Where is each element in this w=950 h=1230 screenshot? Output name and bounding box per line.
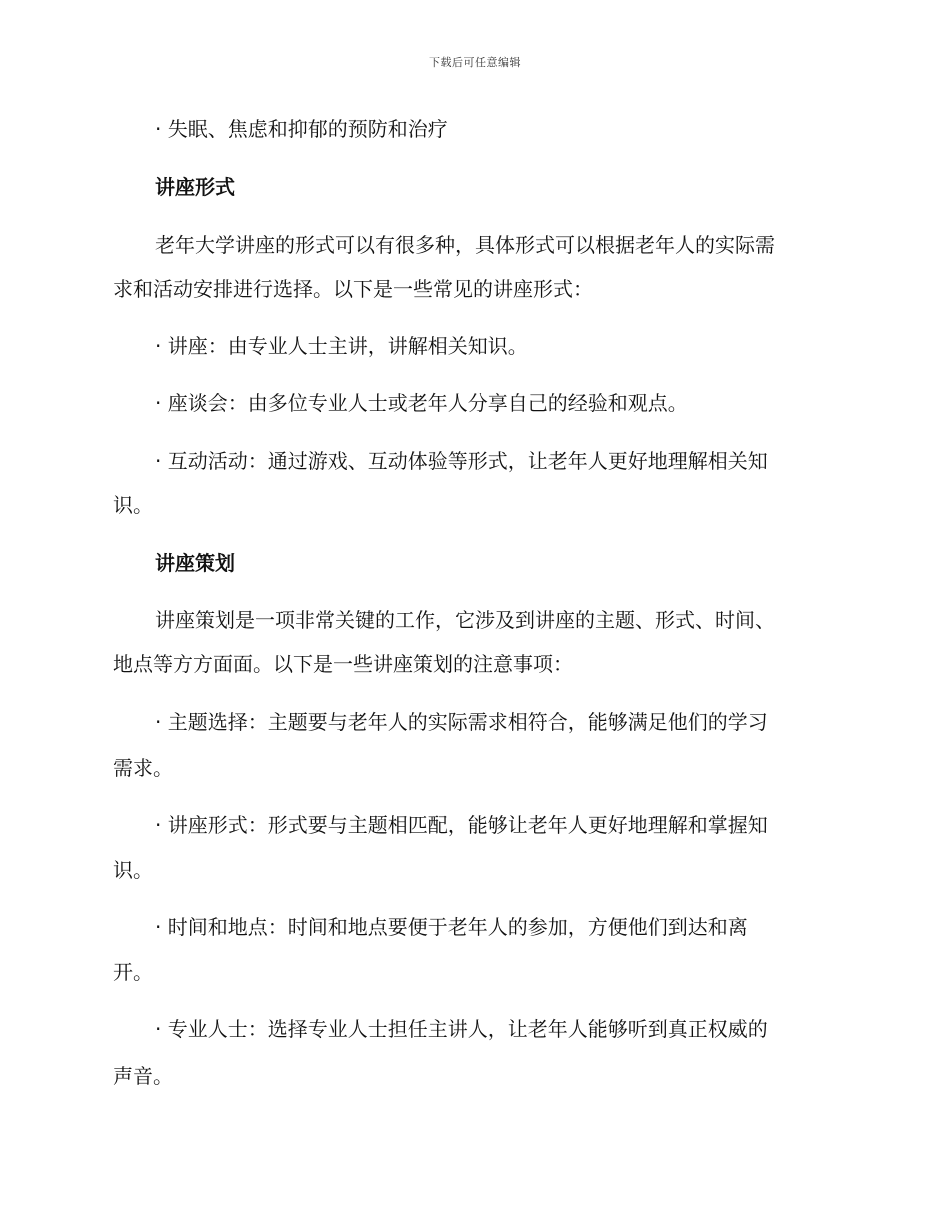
paragraph-format-line-2: 求和活动安排进行选择。以下是一些常见的讲座形式： (113, 277, 593, 301)
bullet-symposium: · 座谈会：由多位专业人士或老年人分享自己的经验和观点。 (155, 391, 688, 415)
paragraph-planning-line-2: 地点等方方面面。以下是一些讲座策划的注意事项： (113, 652, 573, 676)
section-heading-lecture-planning: 讲座策划 (155, 551, 235, 575)
bullet-form-line-1: · 讲座形式：形式要与主题相匹配，能够让老年人更好地理解和掌握知 (155, 813, 768, 837)
paragraph-planning-line-1: 讲座策划是一项非常关键的工作，它涉及到讲座的主题、形式、时间、 (155, 608, 775, 632)
page-header: 下载后可任意编辑 (429, 56, 521, 69)
bullet-interactive-line-2: 识。 (113, 493, 153, 517)
bullet-professional-line-1: · 专业人士：选择专业人士担任主讲人，让老年人能够听到真正权威的 (155, 1017, 768, 1041)
bullet-time-place-line-2: 开。 (113, 960, 153, 984)
bullet-topic-line-1: · 主题选择：主题要与老年人的实际需求相符合，能够满足他们的学习 (155, 710, 768, 734)
bullet-interactive-line-1: · 互动活动：通过游戏、互动体验等形式，让老年人更好地理解相关知 (155, 449, 768, 473)
bullet-topic-line-2: 需求。 (113, 756, 173, 780)
section-heading-lecture-format: 讲座形式 (155, 175, 235, 199)
bullet-time-place-line-1: · 时间和地点：时间和地点要便于老年人的参加，方便他们到达和离 (155, 915, 748, 939)
paragraph-format-line-1: 老年大学讲座的形式可以有很多种，具体形式可以根据老年人的实际需 (155, 233, 775, 257)
bullet-insomnia: · 失眠、焦虑和抑郁的预防和治疗 (155, 117, 448, 141)
bullet-form-line-2: 识。 (113, 858, 153, 882)
bullet-professional-line-2: 声音。 (113, 1064, 173, 1088)
bullet-lecture: · 讲座：由专业人士主讲，讲解相关知识。 (155, 334, 528, 358)
